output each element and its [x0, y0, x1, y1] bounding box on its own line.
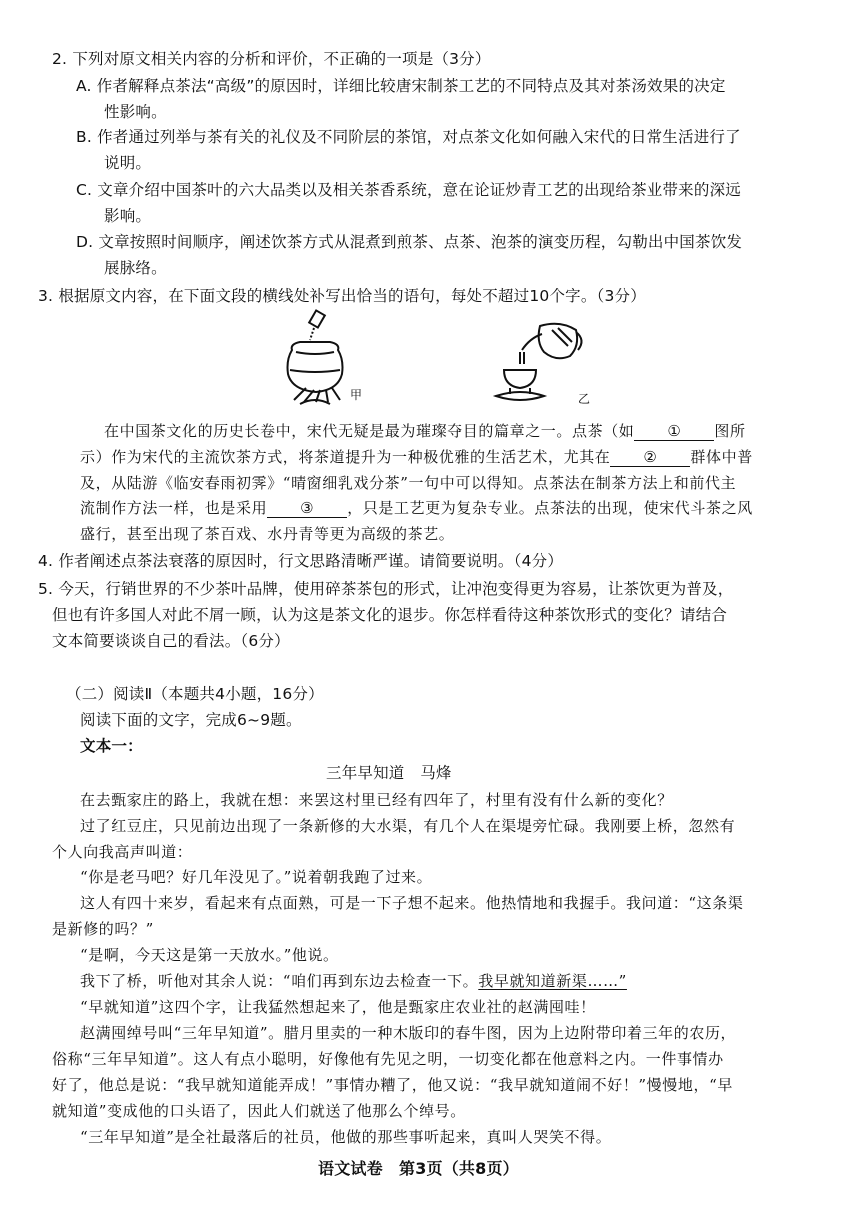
- underlined-sentence: 我早就知道新渠……”: [478, 972, 627, 990]
- story-line-14: “三年早知道”是全社最落后的社员，他做的那些事听起来，真叫人哭笑不得。: [80, 1128, 612, 1146]
- option-c-line-1: C. 文章介绍中国茶叶的六大品类以及相关茶香系统，意在论证炒青工艺的出现给茶业带来的深远: [76, 181, 741, 199]
- option-d-line-2: 展脉络。: [104, 259, 167, 277]
- option-b-line-2: 说明。: [104, 154, 152, 172]
- story-line-3: 个人向我高声叫道：: [52, 843, 193, 861]
- tea-pot-fire-figure: [270, 308, 380, 408]
- q3-passage-line-2: 示）作为宋代的主流饮茶方式，将茶道提升为一种极优雅的生活艺术，尤其在 ② 群体中普: [80, 448, 753, 466]
- q3-passage-line-5: 盛行，甚至出现了茶百戏、水丹青等更为高级的茶艺。: [80, 525, 455, 543]
- story-line-6: 是新修的吗？”: [52, 920, 154, 938]
- question-3-stem: 3. 根据原文内容，在下面文段的横线处补写出恰当的语句，每处不超过10个字。（3分）: [38, 287, 646, 305]
- q3-passage-line-4: 流制作方法一样，也是采用 ③ ，只是工艺更为复杂专业。点茶法的出现，使宋代斗茶之风: [80, 499, 753, 517]
- option-b-line-1: B. 作者通过列举与茶有关的礼仪及不同阶层的茶馆，对点茶文化如何融入宋代的日常生活进行了: [76, 128, 741, 146]
- story-line-2: 过了红豆庄，只见前边出现了一条新修的大水渠，有几个人在渠堤旁忙碌。我刚要上桥，忽然有: [80, 817, 736, 835]
- question-5-line-2: 但也有许多国人对此不屑一顾，认为这是茶文化的退步。你怎样看待这种茶饮形式的变化？请结合: [52, 606, 728, 624]
- figure-label-jia: 甲: [350, 388, 363, 402]
- question-4-stem: 4. 作者阐述点茶法衰落的原因时，行文思路清晰严谨。请简要说明。（4分）: [38, 552, 564, 570]
- story-title: 三年早知道 马烽: [326, 764, 452, 782]
- story-line-12: 好了，他总是说：“我早就知道能弄成！”事情办糟了，他又说：“我早就知道闹不好！”慢慢地，“早: [52, 1076, 733, 1094]
- question-5-line-3: 文本简要谈谈自己的看法。（6分）: [52, 632, 290, 650]
- text-one-label: 文本一：: [80, 737, 143, 755]
- story-line-8: 我下了桥，听他对其余人说：“咱们再到东边去检查一下。我早就知道新渠……”: [80, 972, 627, 990]
- page-footer: 语文试卷 第3页（共8页）: [318, 1159, 519, 1178]
- story-line-11: 俗称“三年早知道”。这人有点小聪明，好像他有先见之明，一切变化都在他意料之内。一件事情办: [52, 1050, 724, 1068]
- question-5-line-1: 5. 今天，行销世界的不少茶叶品牌，使用碎茶茶包的形式，让冲泡变得更为容易，让茶饮更为普及，: [38, 580, 734, 598]
- section-2-title: （二）阅读Ⅱ（本题共4小题，16分）: [66, 685, 324, 703]
- section-2-instruction: 阅读下面的文字，完成6~9题。: [80, 711, 302, 729]
- story-line-5: 这人有四十来岁，看起来有点面熟，可是一下子想不起来。他热情地和我握手。我问道：“这条渠: [80, 894, 744, 912]
- q3-passage-line-3: 及，从陆游《临安春雨初霁》“晴窗细乳戏分茶”一句中可以得知。点茶法在制茶方法上和前代主: [80, 474, 737, 492]
- blank-3[interactable]: ③: [267, 499, 347, 518]
- q3-passage-line-1: 在中国茶文化的历史长卷中，宋代无疑是最为璀璨夺目的篇章之一。点茶（如 ① 图所: [104, 422, 746, 440]
- question-2-stem: 2. 下列对原文相关内容的分析和评价，不正确的一项是（3分）: [52, 50, 491, 68]
- story-line-13: 就知道”变成他的口头语了，因此人们就送了他那么个绰号。: [52, 1102, 466, 1120]
- blank-2[interactable]: ②: [610, 448, 690, 467]
- figure-label-yi: 乙: [578, 392, 591, 406]
- story-line-9: “早就知道”这四个字，让我猛然想起来了，他是甄家庄农业社的赵满囤哇！: [80, 998, 596, 1016]
- story-line-1: 在去甄家庄的路上，我就在想：来罢这村里已经有四年了，村里有没有什么新的变化？: [80, 791, 673, 809]
- story-line-4: “你是老马吧？好几年没见了。”说着朝我跑了过来。: [80, 868, 433, 886]
- story-line-10: 赵满囤绰号叫“三年早知道”。腊月里卖的一种木版印的春牛图，因为上边附带印着三年的农历，: [80, 1024, 737, 1042]
- option-a-line-2: 性影响。: [104, 103, 167, 121]
- option-a-line-1: A. 作者解释点茶法“高级”的原因时，详细比较唐宋制茶工艺的不同特点及其对茶汤效果的决定: [76, 77, 726, 95]
- story-line-7: “是啊，今天这是第一天放水。”他说。: [80, 946, 339, 964]
- kettle-cup-figure: [480, 316, 590, 412]
- option-d-line-1: D. 文章按照时间顺序，阐述饮茶方式从混煮到煎茶、点茶、泡茶的演变历程，勾勒出中国茶饮发: [76, 233, 743, 251]
- blank-1[interactable]: ①: [634, 422, 714, 441]
- option-c-line-2: 影响。: [104, 207, 152, 225]
